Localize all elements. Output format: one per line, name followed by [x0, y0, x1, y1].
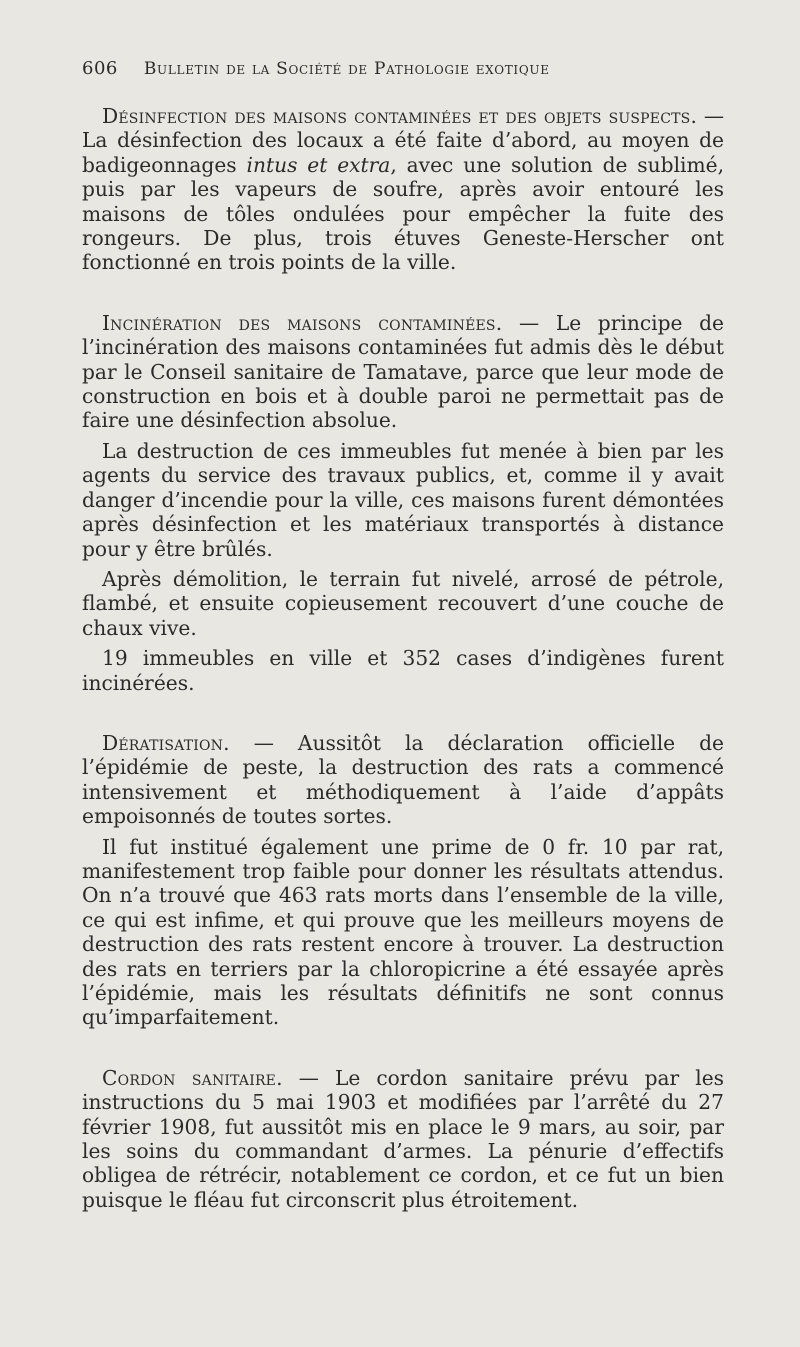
paragraph: [82, 311, 724, 433]
paragraph: 19 immeubles en ville et 352 cases d’indigènes furent incinérées.: [82, 646, 724, 695]
heading-separator: —: [229, 730, 298, 755]
heading-separator: —: [697, 104, 725, 128]
section-heading: Incinération des maisons contaminées.: [102, 310, 503, 335]
italic-phrase: intus et extra: [246, 152, 391, 177]
section-heading: Désinfection des maisons contaminées et des objets suspects.: [102, 104, 698, 128]
section-cordon-sanitaire: [82, 1066, 724, 1212]
paragraph: [82, 731, 724, 829]
paragraph: [82, 104, 724, 275]
heading-separator: —: [502, 310, 556, 335]
paragraph: La destruction de ces immeubles fut menée à bien par les agents du service des travaux publics, et, comme il y avait danger d’incendie pour la ville, ces maisons furent démontées après désinfection et les matériaux transportés à distance pour y être brûlés.: [82, 438, 724, 561]
paragraph: Après démolition, le terrain fut nivelé, arrosé de pétrole, flambé, et ensuite copieusement recouvert d’une couche de chaux vive.: [82, 566, 724, 640]
section-desinfection: [82, 104, 724, 275]
section-incineration: [82, 311, 724, 695]
paragraph-text: La désinfection des locaux a été faite d’abord, au moyen de badigeonnages: [82, 128, 724, 177]
paragraph-text: , avec une solution de sublimé, puis par les vapeurs de soufre, après avoir entouré les maisons de tôles ondulées pour empêcher la fuite des rongeurs. De plus, trois étuves Geneste-Herscher ont fonctionné en trois points de la ville.: [82, 152, 725, 275]
running-header: [82, 58, 724, 94]
page-number: 606: [82, 58, 118, 79]
paragraph: [82, 1066, 724, 1212]
journal-title: Bulletin de la Société de Pathologie exotique: [143, 59, 550, 79]
paragraph-text: Aussitôt la déclaration officielle de l’épidémie de peste, la destruction des rats a commencé intensivement et méthodiquement à l’aide d’appâts empoisonnés de toutes sortes.: [82, 730, 724, 829]
paragraph-text: Le principe de l’incinération des maisons contaminées fut admis dès le début par le Conseil sanitaire de Tamatave, parce que leur mode de construction en bois et à double paroi ne permettait pas de faire une désinfection absolue.: [82, 310, 724, 433]
section-deratisation: [82, 731, 724, 1030]
paragraph: Il fut institué également une prime de 0 fr. 10 par rat, manifestement trop faible pour donner les résultats attendus. On n’a trouvé que 463 rats morts dans l’ensemble de la ville, ce qui est infime, et qui prouve que les meilleurs moyens de destruction des rats restent encore à trouver. La destruction des rats en terriers par la chloropicrine a été essayée après l’épidémie, mais les résultats définitifs ne sont connus qu’imparfaitement.: [82, 834, 724, 1030]
section-heading: Cordon sanitaire.: [102, 1065, 283, 1090]
paragraph-text: Le cordon sanitaire prévu par les instructions du 5 mai 1903 et modifiées par l’arrêté du 27 février 1908, fut aussitôt mis en place le 9 mars, au soir, par les soins du commandant d’armes. La pénurie d’effectifs obligea de rétrécir, notablement ce cordon, et ce fut un bien puisque le fléau fut circonscrit plus étroitement.: [82, 1065, 724, 1212]
section-heading: Dératisation.: [102, 730, 230, 755]
heading-separator: —: [282, 1065, 335, 1090]
